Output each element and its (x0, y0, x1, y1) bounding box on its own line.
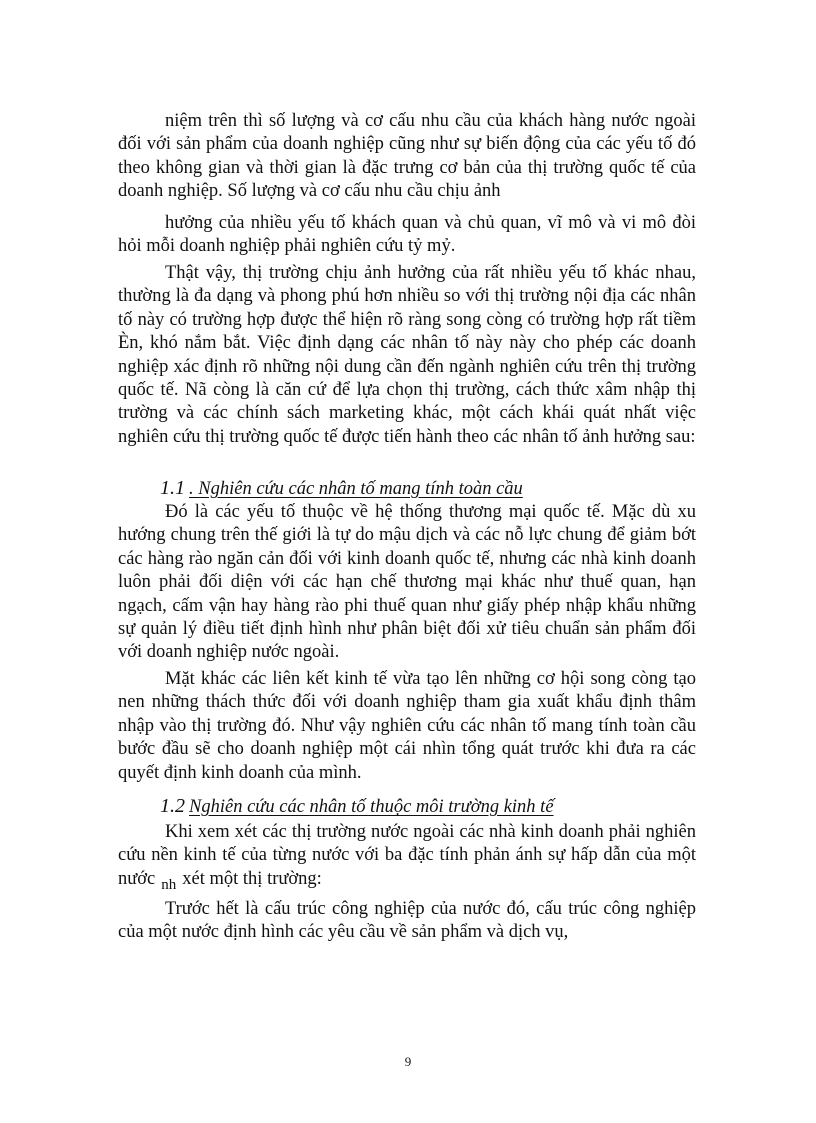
paragraph-6-text-start: Khi xem xét các thị trường nước ngoài các nhà kinh doanh phải nghiên cứu nền kinh tế của từng nước với ba đặc tính phản ánh sự hấp dẫn của một nước (118, 822, 696, 889)
paragraph-6-subscript: nh (161, 876, 177, 893)
paragraph-5-text: Mặt khác các liên kết kinh tế vừa tạo lên những cơ hội song còng tạo nen những thách thức đối với doanh nghiệp tham gia xuất khẩu định thâm nhập vào thị trường đó. Như vậy nghiên cứu các nhân tố mang tính toàn cầu bước đầu sẽ cho doanh nghiệp một cái nhìn tổng quát trước khi đưa ra các quyết định kinh doanh của mình. (118, 669, 696, 783)
section-number-1-2: 1.2 (160, 795, 185, 817)
paragraph-5 (118, 668, 696, 785)
paragraph-2 (118, 212, 696, 259)
paragraph-1-text: niệm trên thì số lượng và cơ cấu nhu cầu của khách hàng nước ngoài đối với sản phẩm của doanh nghiệp cũng như sự biến động của các yếu tố đó theo không gian và thời gian là đặc trưng cơ bản của thị trường quốc tế của doanh nghiệp. Số lượng và cơ cấu nhu cầu chịu ảnh (118, 111, 696, 202)
paragraph-3 (118, 262, 696, 449)
section-title-1-1: . Nghiên cứu các nhân tố mang tính toàn cầu (189, 479, 523, 499)
section-heading-1-1 (160, 476, 523, 501)
paragraph-6 (118, 821, 696, 897)
paragraph-2-text: hưởng của nhiều yếu tố khách quan và chủ quan, vĩ mô và vi mô đòi hỏi mỗi doanh nghiệp phải nghiên cứu tỷ mỷ. (118, 213, 696, 257)
paragraph-4-text: Đó là các yếu tố thuộc về hệ thống thương mại quốc tế. Mặc dù xu hướng chung trên thế giới là tự do mậu dịch và các nỗ lực chung để giảm bớt các hàng rào ngăn cản đối với kinh doanh quốc tế, nhưng các nhà kinh doanh luôn phải đối diện với các hạn chế thương mại khác như thuế quan, hạn ngạch, cấm vận hay hàng rào phi thuế quan như giấy phép nhập khẩu những sự quản lý điều tiết định hình như phân biệt đối xử tiêu chuẩn sản phẩm đối với doanh nghiệp nước ngoài. (118, 502, 696, 663)
paragraph-6-text (118, 821, 696, 897)
section-number-1-1: 1.1 (160, 477, 185, 499)
section-heading-1-2 (160, 794, 554, 819)
paragraph-7-text: Trước hết là cấu trúc công nghiệp của nước đó, cấu trúc công nghiệp của một nước định hình các yêu cầu về sản phẩm và dịch vụ, (118, 899, 696, 943)
paragraph-7 (118, 898, 696, 945)
section-title-1-2: Nghiên cứu các nhân tố thuộc môi trường kinh tế (189, 797, 554, 817)
paragraph-6-text-end: xét một thị trường: (182, 868, 322, 889)
paragraph-4 (118, 501, 696, 665)
paragraph-3-text: Thật vậy, thị trường chịu ảnh hưởng của rất nhiều yếu tố khác nhau, thường là đa dạng và phong phú hơn nhiều so với thị trường nội địa các nhân tố này có trường hợp được thể hiện rõ ràng song còng có trường hợp rất tiềm Èn, khó nắm bắt. Việc định dạng các nhân tố này này cho phép các doanh nghiệp xác định rõ những nội dung cần đến ngành nghiên cứu trên thị trường quốc tế. Nã còng là căn cứ để lựa chọn thị trường, cách thức xâm nhập thị trường và các chính sách marketing khác, một cách khái quát nhất việc nghiên cứu thị trường quốc tế được tiến hành theo các nhân tố ảnh hưởng sau: (118, 263, 696, 447)
page-number: 9 (404, 1054, 412, 1069)
paragraph-1 (118, 110, 696, 204)
